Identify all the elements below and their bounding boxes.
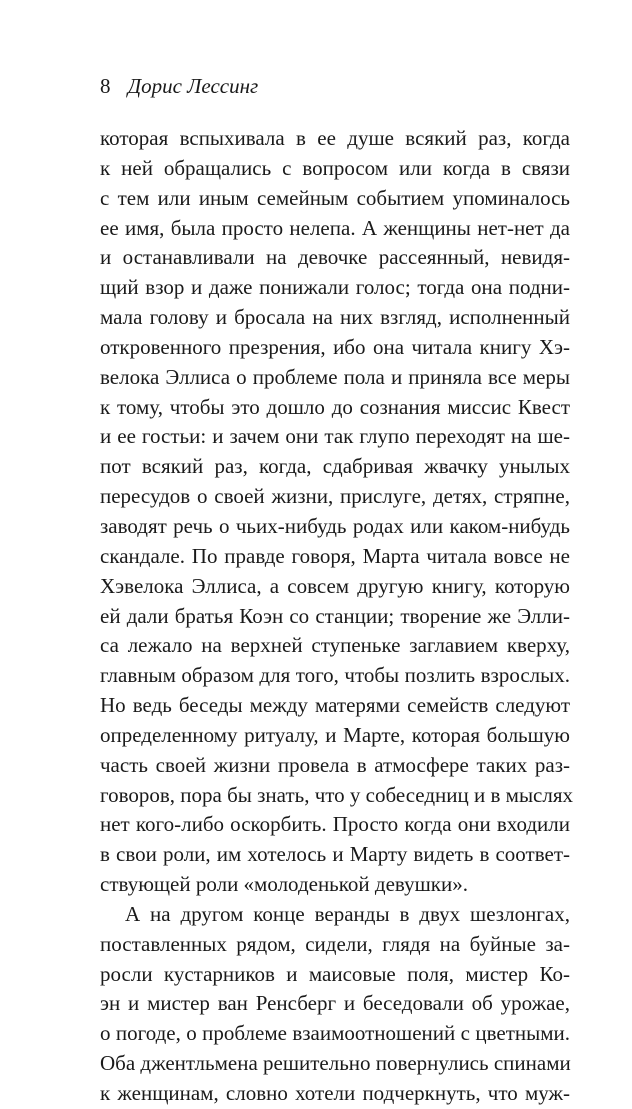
text-line: щий взор и даже понижали голос; тогда она подни-: [100, 275, 570, 300]
text-line: пересудов о своей жизни, прислуге, детях, стряпне,: [100, 484, 570, 509]
page-number: 8: [100, 74, 111, 98]
text-line: эн и мистер ван Ренсберг и беседовали об урожае,: [100, 991, 570, 1016]
text-line: к ней обращались с вопросом или когда в связи: [100, 155, 570, 180]
text-line: заводят речь о чьих-нибудь родах или каком-нибудь: [100, 513, 570, 538]
running-header: [100, 72, 258, 100]
text-line: нет кого-либо оскорбить. Просто когда они входили: [100, 812, 570, 837]
text-line: росли кустарников и маисовые поля, мистер Ко-: [100, 961, 570, 986]
text-line: велока Эллиса о проблеме пола и приняла все меры: [100, 364, 570, 389]
text-line: са лежало на верхней ступеньке заглавием кверху,: [100, 633, 570, 658]
text-line: говоров, пора бы знать, что у собеседниц и в мыслях: [100, 782, 574, 807]
text-line: к тому, чтобы это дошло до сознания миссис Квест: [100, 394, 570, 419]
text-line: пот всякий раз, когда, сдабривая жвачку унылых: [100, 454, 570, 479]
text-line: к женщинам, словно хотели подчеркнуть, что муж-: [100, 1081, 570, 1105]
text-line: часть своей жизни провела в атмосфере таких раз-: [100, 752, 570, 777]
text-line: Хэвелока Эллиса, а совсем другую книгу, которую: [100, 573, 570, 598]
text-line: откровенного презрения, ибо она читала книгу Хэ-: [100, 334, 570, 359]
text-line: в свои роли, им хотелось и Марту видеть в соответ-: [100, 842, 570, 867]
text-line: с тем или иным семейным событием упоминалось: [100, 185, 570, 210]
text-line: Но ведь беседы между матерями семейств следуют: [100, 693, 570, 718]
body-text: [100, 124, 574, 1109]
text-line: ее имя, была просто нелепа. А женщины нет-нет да: [100, 215, 570, 240]
text-line: и останавливали на девочке рассеянный, невидя-: [100, 245, 570, 270]
text-line: мала голову и бросала на них взгляд, исполненный: [100, 305, 570, 330]
text-line: и ее гостьи: и зачем они так глупо переходят на ше-: [100, 424, 570, 449]
text-line: скандале. По правде говоря, Марта читала вовсе не: [100, 543, 570, 568]
text-line: А на другом конце веранды в двух шезлонгах,: [125, 901, 570, 926]
text-line: ствующей роли «молоденькой девушки».: [100, 872, 468, 897]
text-line: которая вспыхивала в ее душе всякий раз, когда: [100, 126, 570, 150]
running-title: Дорис Лессинг: [127, 74, 259, 98]
text-line: поставленных рядом, сидели, глядя на буйные за-: [100, 931, 570, 956]
text-line: определенному ритуалу, и Марте, которая большую: [100, 722, 570, 747]
text-line: ей дали братья Коэн со станции; творение же Элли-: [100, 603, 570, 628]
text-line: Оба джентльмена решительно повернулись спинами: [100, 1051, 571, 1076]
text-line: о погоде, о проблеме взаимоотношений с цветными.: [100, 1021, 570, 1046]
text-line: главным образом для того, чтобы позлить взрослых.: [100, 663, 570, 688]
